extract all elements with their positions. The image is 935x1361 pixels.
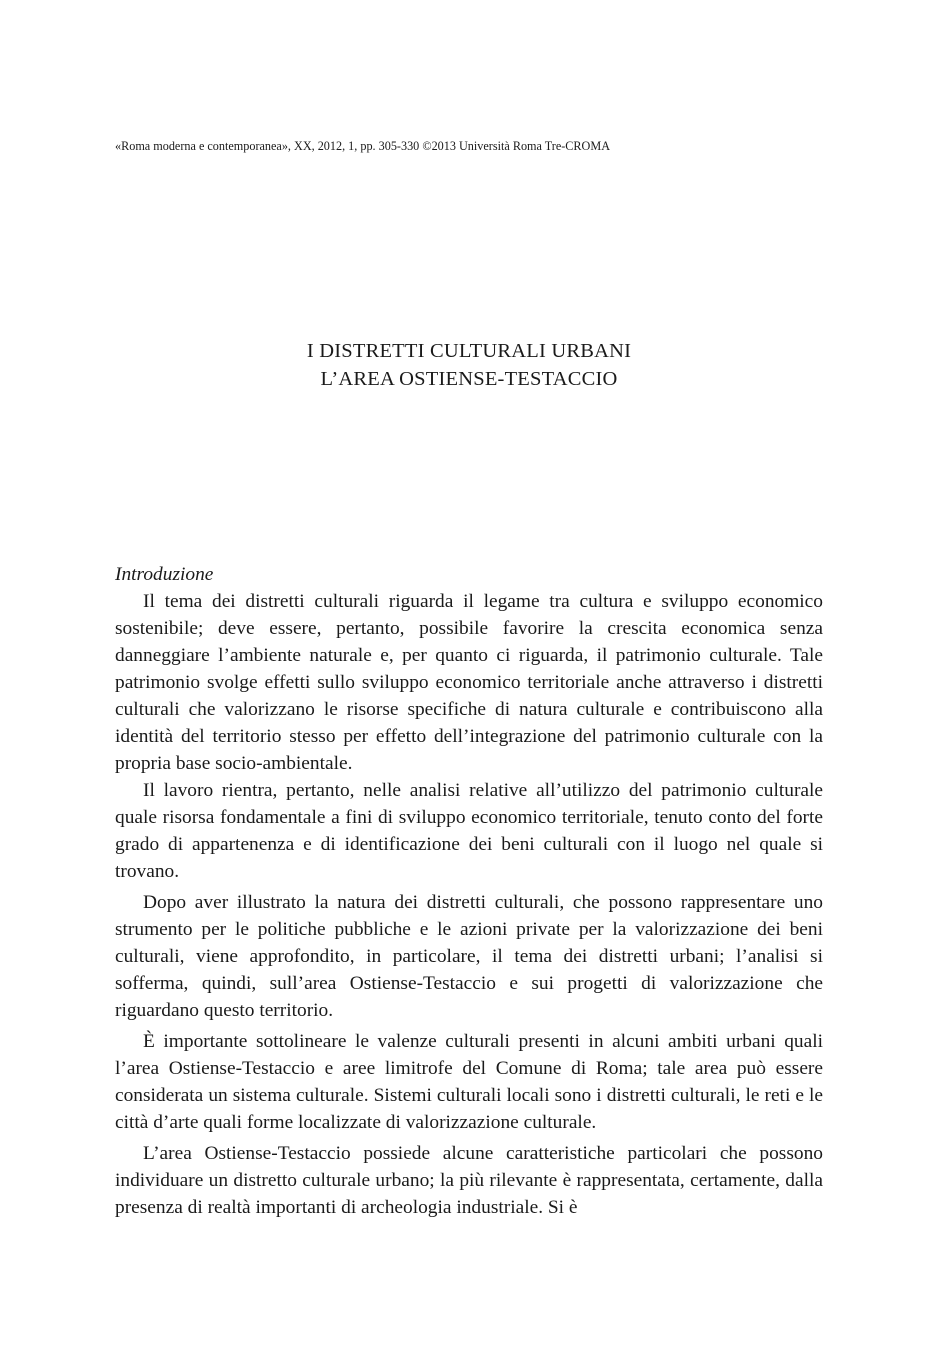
paragraph-2: Il lavoro rientra, pertanto, nelle analisi relative all’utilizzo del patrimonio culturale quale risorsa fondamentale a fini di sviluppo economico territoriale, tenuto conto del forte grado di appartenenza e di identificazione dei beni culturali con il luogo nel quale si trovano. — [115, 780, 823, 882]
article-title — [115, 337, 823, 393]
section-heading: Introduzione — [115, 564, 214, 585]
running-header: «Roma moderna e contemporanea», XX, 2012, 1, pp. 305-330 ©2013 Università Roma Tre-CROMA — [115, 139, 610, 153]
article-body — [115, 561, 823, 1221]
paragraph-1: Il tema dei distretti culturali riguarda il legame tra cultura e sviluppo economico sostenibile; deve essere, pertanto, possibile favorire la crescita economica senza danneggiare l’ambiente naturale e, per quanto ci riguarda, il patrimonio culturale. Tale patrimonio svolge effetti sullo sviluppo economico territoriale anche attraverso i distretti culturali che valorizzano le risorse specifiche di natura culturale e contribuiscono alla identità del territorio stesso per effetto dell’integrazione del patrimonio culturale con la propria base socio-ambientale. — [115, 591, 823, 774]
paragraph-3: Dopo aver illustrato la natura dei distretti culturali, che possono rappresentare uno strumento per le politiche pubbliche e le azioni private per la valorizzazione dei beni culturali, viene approfondito, in particolare, il tema dei distretti urbani; l’analisi si sofferma, quindi, sull’area Ostiense-Testaccio e sui progetti di valorizzazione che riguardano questo territorio. — [115, 892, 823, 1021]
title-line-1: I DISTRETTI CULTURALI URBANI — [306, 340, 632, 362]
title-line-2: L’AREA OSTIENSE-TESTACCIO — [320, 368, 618, 390]
paragraph-5: L’area Ostiense-Testaccio possiede alcune caratteristiche particolari che possono individuare un distretto culturale urbano; la più rilevante è rappresentata, certamente, dalla presenza di realtà importanti di archeologia industriale. Si è — [115, 1143, 823, 1218]
paragraph-4: È importante sottolineare le valenze culturali presenti in alcuni ambiti urbani quali l’area Ostiense-Testaccio e aree limitrofe del Comune di Roma; tale area può essere considerata un sistema culturale. Sistemi culturali locali sono i distretti culturali, le reti e le città d’arte quali forme localizzate di valorizzazione culturale. — [115, 1031, 823, 1133]
